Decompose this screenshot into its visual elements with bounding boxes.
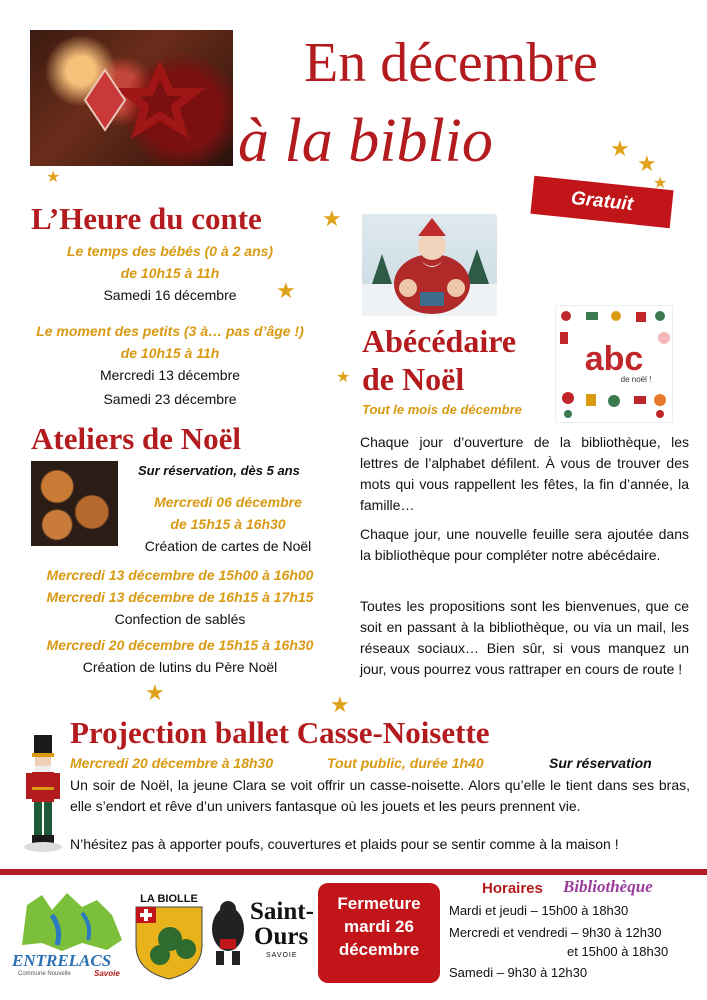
star-icon: ★ bbox=[653, 175, 668, 192]
saint-ours-name-1: Saint- bbox=[250, 898, 314, 925]
conte-bebes-date: Samedi 16 décembre bbox=[103, 287, 237, 303]
section-heading-ballet: Projection ballet Casse-Noisette bbox=[70, 715, 490, 750]
star-icon: ★ bbox=[145, 680, 165, 705]
ballet-date: Mercredi 20 décembre à 18h30 bbox=[70, 755, 274, 771]
conte-petits-time: de 10h15 à 11h bbox=[120, 345, 220, 361]
hero-photo-christmas-decorations bbox=[30, 30, 233, 166]
atelier-2-line-2: Mercredi 13 décembre de 16h15 à 17h15 bbox=[46, 589, 314, 605]
nutcracker-illustration bbox=[22, 735, 64, 853]
hours-line-1: Mardi et jeudi – 15h00 à 18h30 bbox=[449, 903, 629, 918]
entrelacs-logo bbox=[12, 885, 127, 985]
star-icon: ★ bbox=[276, 278, 296, 303]
atelier-3-line: Mercredi 20 décembre de 15h15 à 16h30 bbox=[46, 637, 314, 653]
abc-christmas-illustration bbox=[555, 305, 673, 423]
atelier-1-desc: Création de cartes de Noël bbox=[144, 538, 312, 554]
conte-petits-date-2: Samedi 23 décembre bbox=[103, 391, 237, 407]
atelier-2 bbox=[20, 564, 340, 630]
conte-schedule bbox=[20, 240, 320, 410]
atelier-1-time: de 15h15 à 16h30 bbox=[170, 516, 286, 532]
section-heading-abecedaire-1: Abécédaire bbox=[362, 323, 517, 359]
section-heading-conte: L’Heure du conte bbox=[31, 201, 262, 236]
hours-line-3: et 15h00 à 18h30 bbox=[567, 944, 669, 959]
ballet-description: Un soir de Noël, la jeune Clara se voit offrir un casse-noisette. Alors qu’elle le tient dans ses bras, elle s’endort et rêve d’un univers fantasque où les jouets et les peurs prennent vie. bbox=[70, 777, 690, 814]
hours-label: Horaires bbox=[482, 880, 543, 897]
star-icon: ★ bbox=[610, 136, 630, 161]
closure-notice bbox=[318, 883, 440, 983]
star-icon: ★ bbox=[330, 692, 350, 717]
saint-ours-logo bbox=[206, 893, 314, 973]
atelier-3 bbox=[20, 634, 340, 678]
page-title-line2: à la biblio bbox=[238, 107, 493, 175]
hours-line-4: Samedi – 9h30 à 12h30 bbox=[449, 965, 588, 980]
ballet-reservation: Sur réservation bbox=[549, 755, 652, 771]
section-heading-ateliers: Ateliers de Noël bbox=[31, 421, 242, 456]
abc-subtitle: de noël ! bbox=[620, 375, 652, 384]
footer-divider bbox=[0, 869, 707, 875]
ballet-public: Tout public, durée 1h40 bbox=[327, 755, 484, 771]
saint-ours-name-2: Ours bbox=[254, 923, 309, 950]
conte-bebes-title: Le temps des bébés (0 à 2 ans) bbox=[66, 243, 274, 259]
library-label: Bibliothèque bbox=[563, 877, 653, 896]
closure-line-3: décembre bbox=[338, 940, 420, 959]
abecedaire-paragraph-1: Chaque jour d’ouverture de la bibliothèque, les lettres de l’alphabet défilent. À vous de trouver des mots qui vous rappellent les fêtes, la fin d’année, la famille… bbox=[360, 434, 689, 513]
closure-line-2: mardi 26 bbox=[344, 917, 414, 936]
abecedaire-subtitle: Tout le mois de décembre bbox=[362, 402, 522, 417]
la-biolle-name: LA BIOLLE bbox=[140, 893, 198, 905]
closure-line-1: Fermeture bbox=[337, 894, 421, 913]
entrelacs-region: Savoie bbox=[94, 969, 120, 978]
storytelling-illustration bbox=[362, 214, 497, 316]
entrelacs-sub: Commune Nouvelle bbox=[18, 971, 71, 977]
star-icon: ★ bbox=[322, 206, 342, 231]
star-icon: ★ bbox=[637, 151, 657, 176]
atelier-2-desc: Confection de sablés bbox=[114, 611, 246, 627]
abecedaire-paragraph-3: Toutes les propositions sont les bienvenues, que ce soit en passant à la bibliothèque, ou via un mail, les réseaux sociaux… Bien sûr, si vous manquez un jour, vous pourrez vous rattraper en cours de route ! bbox=[360, 598, 689, 677]
star-icon: ★ bbox=[46, 169, 61, 186]
free-badge: Gratuit bbox=[530, 176, 673, 228]
section-heading-abecedaire-2: de Noël bbox=[362, 361, 465, 397]
saint-ours-sub: SAVOIE bbox=[266, 952, 298, 959]
la-biolle-crest bbox=[134, 893, 204, 983]
ballet-tip: N’hésitez pas à apporter poufs, couvertures et plaids pour se sentir comme à la maison ! bbox=[70, 836, 619, 852]
atelier-2-line-1: Mercredi 13 décembre de 15h00 à 16h00 bbox=[46, 567, 314, 583]
ateliers-reservation: Sur réservation, dès 5 ans bbox=[138, 463, 300, 478]
gingerbread-cookies-photo bbox=[31, 461, 118, 546]
abecedaire-paragraph-2: Chaque jour, une nouvelle feuille sera ajoutée dans la bibliothèque pour compléter notre abécédaire. bbox=[360, 526, 689, 563]
atelier-1 bbox=[118, 491, 338, 557]
entrelacs-name: ENTRELACS bbox=[12, 951, 112, 970]
conte-petits-title: Le moment des petits (3 à… pas d’âge !) bbox=[36, 323, 304, 339]
atelier-1-date: Mercredi 06 décembre bbox=[154, 494, 302, 510]
star-icon: ★ bbox=[336, 369, 351, 386]
hours-line-2: Mercredi et vendredi – 9h30 à 12h30 bbox=[449, 925, 662, 940]
abc-letters: abc bbox=[584, 340, 644, 378]
conte-petits-date-1: Mercredi 13 décembre bbox=[99, 367, 241, 383]
conte-bebes-time: de 10h15 à 11h bbox=[120, 265, 220, 281]
page-title-line1: En décembre bbox=[304, 32, 598, 94]
atelier-3-desc: Création de lutins du Père Noël bbox=[82, 659, 278, 675]
